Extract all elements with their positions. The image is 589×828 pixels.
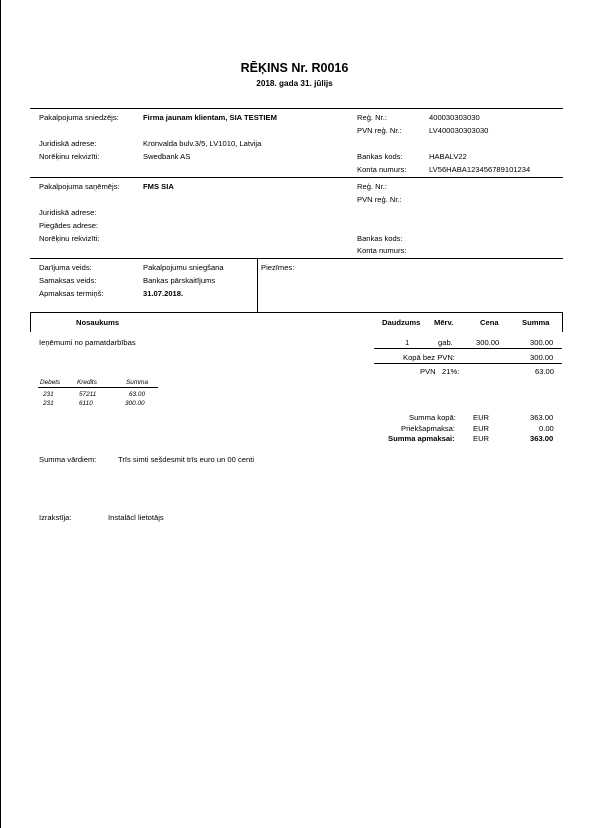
col-header-sum: Summa [522, 318, 550, 327]
customer-delivery-label: Piegādes adrese: [39, 221, 99, 230]
table-right-border [562, 312, 563, 332]
supplier-reg-value: 400030303030 [429, 113, 480, 122]
item-unit: gab. [438, 338, 453, 347]
net-label: Kopā bez PVN: [403, 353, 455, 362]
acc-row-sum: 300.00 [125, 400, 145, 407]
supplier-bank-details-label: Norēķinu rekvizīti: [39, 152, 100, 161]
deal-payment-value: Bankas pārskaitījums [143, 276, 216, 285]
deal-notes-label: Piezīmes: [261, 263, 295, 272]
prepay-value: 0.00 [539, 424, 554, 433]
acc-row-sum: 63.00 [129, 391, 145, 398]
item-name: Ieņēmumi no pamatdarbības [39, 338, 136, 347]
deal-payment-label: Samaksas veids: [39, 276, 97, 285]
acc-header-credit: Kredīts [77, 379, 97, 386]
page-left-edge [0, 0, 1, 828]
supplier-bank-code-label: Bankas kods: [357, 152, 403, 161]
supplier-address-label: Juridiskā adrese: [39, 139, 97, 148]
supplier-bank-details-value: Swedbank AS [143, 152, 191, 161]
table-top-border [30, 312, 563, 313]
deal-due-value: 31.07.2018. [143, 289, 184, 298]
item-price: 300.00 [476, 338, 500, 347]
customer-reg-label: Reģ. Nr.: [357, 182, 387, 191]
items-underline [374, 348, 562, 349]
separator-supplier [30, 177, 563, 178]
total-currency: EUR [473, 413, 490, 422]
deal-type-value: Pakalpojumu sniegšana [143, 263, 224, 272]
acc-row-debit: 231 [43, 391, 54, 398]
supplier-address-value: Kronvalda bulv.3/5, LV1010, Latvija [143, 139, 262, 148]
vat-rate: 21%: [442, 367, 460, 376]
acc-row-debit: 231 [43, 400, 54, 407]
supplier-label: Pakalpojuma sniedzējs: [39, 113, 119, 122]
issuer-value: Instalācl lietotājs [108, 513, 164, 522]
total-value: 363.00 [530, 413, 554, 422]
acc-header-sum: Summa [126, 379, 149, 386]
col-header-qty: Daudzums [382, 318, 421, 327]
supplier-bank-code-value: HABALV22 [429, 152, 467, 161]
customer-label: Pakalpojuma saņēmējs: [39, 182, 120, 191]
supplier-vat-label: PVN reģ. Nr.: [357, 126, 402, 135]
separator-customer [30, 258, 563, 259]
col-header-name: Nosaukums [76, 318, 120, 327]
vat-label: PVN [420, 367, 436, 376]
acc-header-debit: Debets [40, 379, 61, 386]
col-header-price: Cena [480, 318, 499, 327]
deal-type-label: Darījuma veids: [39, 263, 92, 272]
invoice-date: 2018. gada 31. jūlijs [256, 79, 333, 88]
customer-bank-code-label: Bankas kods: [357, 234, 403, 243]
invoice-title: RĒĶINS Nr. R0016 [240, 61, 349, 75]
item-qty: 1 [405, 338, 410, 347]
issuer-label: Izrakstīja: [39, 513, 72, 522]
customer-name: FMS SIA [143, 182, 174, 191]
separator-top [30, 108, 563, 109]
customer-bank-details-label: Norēķinu rekvizīti: [39, 234, 100, 243]
total-label: Summa kopā: [409, 413, 456, 422]
customer-vat-label: PVN reģ. Nr.: [357, 195, 402, 204]
acc-row-credit: 57211 [79, 391, 97, 398]
supplier-vat-value: LV400030303030 [429, 126, 489, 135]
prepay-currency: EUR [473, 424, 490, 433]
acc-header-underline [38, 387, 158, 388]
supplier-name: Firma jaunam klientam, SIA TESTIEM [143, 113, 277, 122]
acc-row-credit: 6110 [79, 400, 93, 407]
customer-account-label: Konta numurs: [357, 246, 407, 255]
supplier-reg-label: Reģ. Nr.: [357, 113, 387, 122]
vat-value: 63.00 [535, 367, 555, 376]
item-sum: 300.00 [530, 338, 554, 347]
supplier-account-label: Konta numurs: [357, 165, 407, 174]
customer-address-label: Juridiskā adrese: [39, 208, 97, 217]
deal-divider [257, 258, 258, 312]
prepay-label: Priekšapmaksa: [401, 424, 456, 433]
table-left-border [30, 312, 31, 332]
amount-due-label: Summa apmaksai: [388, 434, 455, 443]
net-underline [374, 363, 562, 364]
amount-due-value: 363.00 [530, 434, 554, 443]
words-label: Summa vārdiem: [39, 455, 97, 464]
deal-due-label: Apmaksas termiņš: [39, 289, 104, 298]
col-header-unit: Mērv. [434, 318, 454, 327]
supplier-account-value: LV56HABA123456789101234 [429, 165, 531, 174]
net-value: 300.00 [530, 353, 554, 362]
amount-due-currency: EUR [473, 434, 490, 443]
words-value: Trīs simti sešdesmit trīs euro un 00 centi [118, 455, 255, 464]
